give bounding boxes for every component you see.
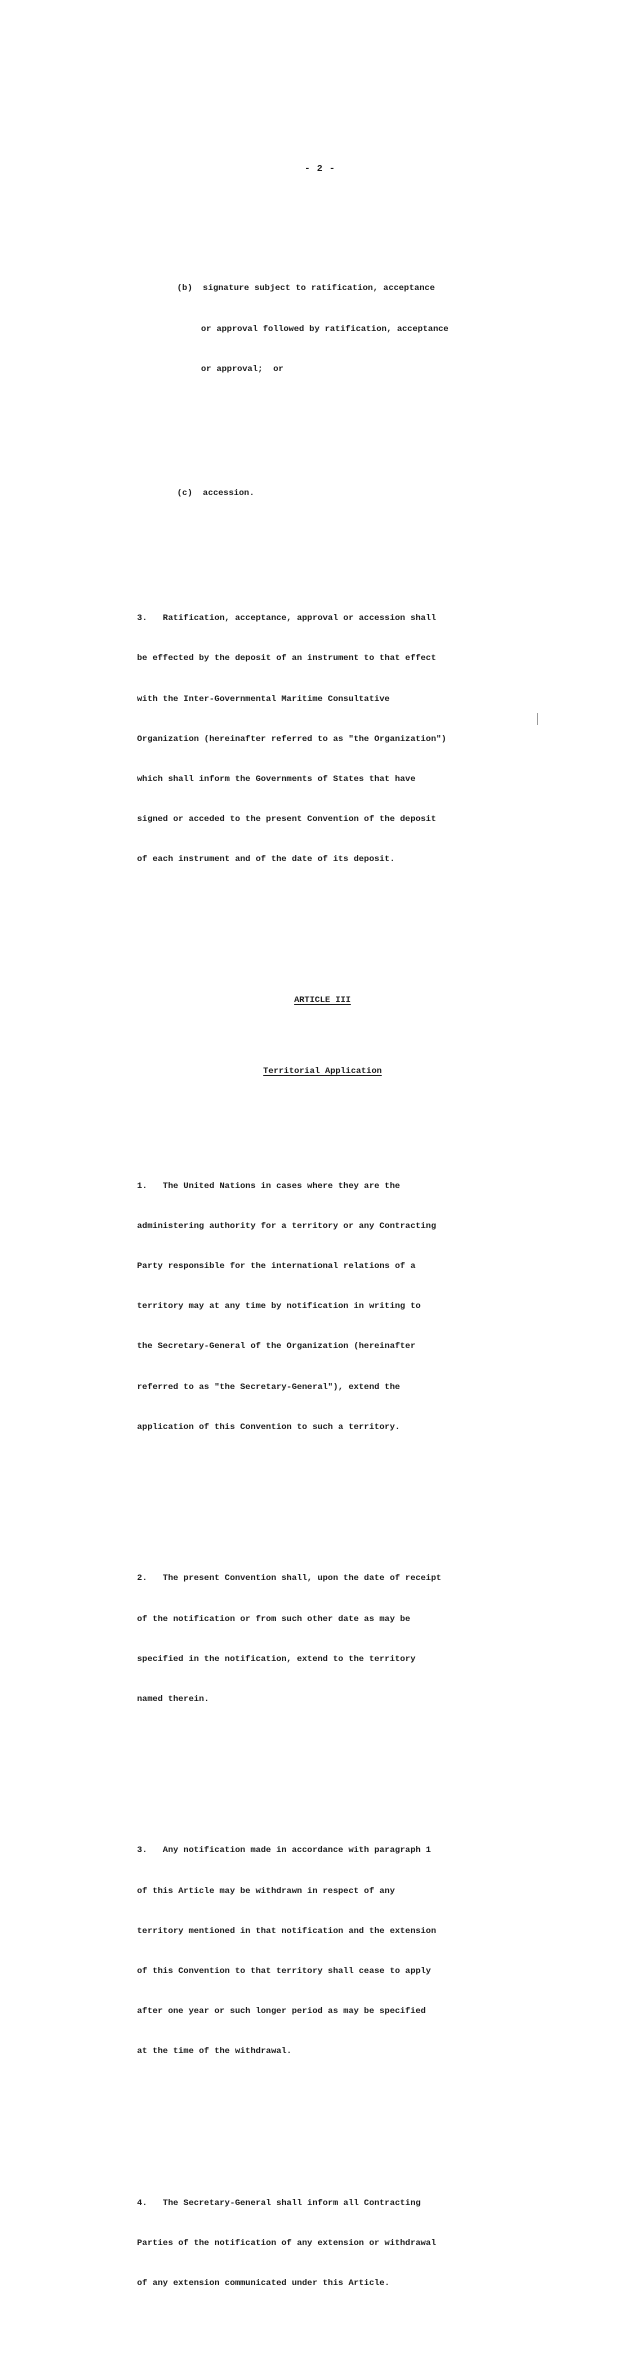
document-body xyxy=(137,202,477,2358)
article-heading-text: ARTICLE III xyxy=(294,995,351,1006)
paragraph-line: application of this Convention to such a territory. xyxy=(137,1421,401,1432)
paragraph-line: after one year or such longer period as may be specified xyxy=(137,2006,426,2017)
clause-b-line: (b) signature subject to ratification, acceptance xyxy=(177,283,435,294)
paragraph-line: 2. The present Convention shall, upon the date of receipt xyxy=(137,1573,442,1584)
article-paragraph-4 xyxy=(137,2170,477,2317)
paragraph-line: be effected by the deposit of an instrument to that effect xyxy=(137,653,437,664)
paragraph-line: of each instrument and of the date of its deposit. xyxy=(137,854,395,865)
paragraph-3 xyxy=(137,585,477,893)
paragraph-line: at the time of the withdrawal. xyxy=(137,2046,292,2057)
paragraph-line: which shall inform the Governments of States that have xyxy=(137,773,416,784)
clause-b-line: or approval; or xyxy=(201,363,284,374)
paragraph-line: the Secretary-General of the Organization (hereinafter xyxy=(137,1341,416,1352)
paragraph-line: territory may at any time by notification in writing to xyxy=(137,1301,421,1312)
paragraph-line: signed or acceded to the present Convention of the deposit xyxy=(137,814,437,825)
paragraph-line: of any extension communicated under this Article. xyxy=(137,2278,390,2289)
article-paragraph-2 xyxy=(137,1546,477,1734)
paragraph-line: with the Inter-Governmental Maritime Consultative xyxy=(137,693,390,704)
article-paragraph-3 xyxy=(137,1818,477,2086)
article-paragraph-1 xyxy=(137,1153,477,1461)
paragraph-line: administering authority for a territory or any Contracting xyxy=(137,1220,437,1231)
clause-b-line: or approval followed by ratification, acceptance xyxy=(201,323,449,334)
paragraph-line: of this Article may be withdrawn in respect of any xyxy=(137,1885,395,1896)
paragraph-line: named therein. xyxy=(137,1693,210,1704)
page-number: - 2 - xyxy=(304,163,336,174)
paragraph-line: 3. Any notification made in accordance with paragraph 1 xyxy=(137,1845,431,1856)
scan-artifact-mark xyxy=(537,713,538,725)
article-title xyxy=(137,1052,477,1077)
article-heading xyxy=(137,981,477,1006)
paragraph-line: of the notification or from such other date as may be xyxy=(137,1613,411,1624)
paragraph-line: Parties of the notification of any extension or withdrawal xyxy=(137,2238,437,2249)
paragraph-line: 4. The Secretary-General shall inform all Contracting xyxy=(137,2197,421,2208)
clause-b xyxy=(137,256,477,403)
article-title-text: Territorial Application xyxy=(263,1066,382,1077)
paragraph-line: 3. Ratification, acceptance, approval or accession shall xyxy=(137,613,437,624)
paragraph-line: 1. The United Nations in cases where they are the xyxy=(137,1180,401,1191)
paragraph-line: specified in the notification, extend to the territory xyxy=(137,1653,416,1664)
clause-c: (c) accession. xyxy=(177,488,255,499)
paragraph-line: referred to as "the Secretary-General"), extend the xyxy=(137,1381,401,1392)
paragraph-line: Organization (hereinafter referred to as "the Organization") xyxy=(137,733,447,744)
paragraph-line: Party responsible for the international relations of a xyxy=(137,1261,416,1272)
paragraph-line: of this Convention to that territory shall cease to apply xyxy=(137,1965,431,1976)
paragraph-line: territory mentioned in that notification and the extension xyxy=(137,1925,437,1936)
